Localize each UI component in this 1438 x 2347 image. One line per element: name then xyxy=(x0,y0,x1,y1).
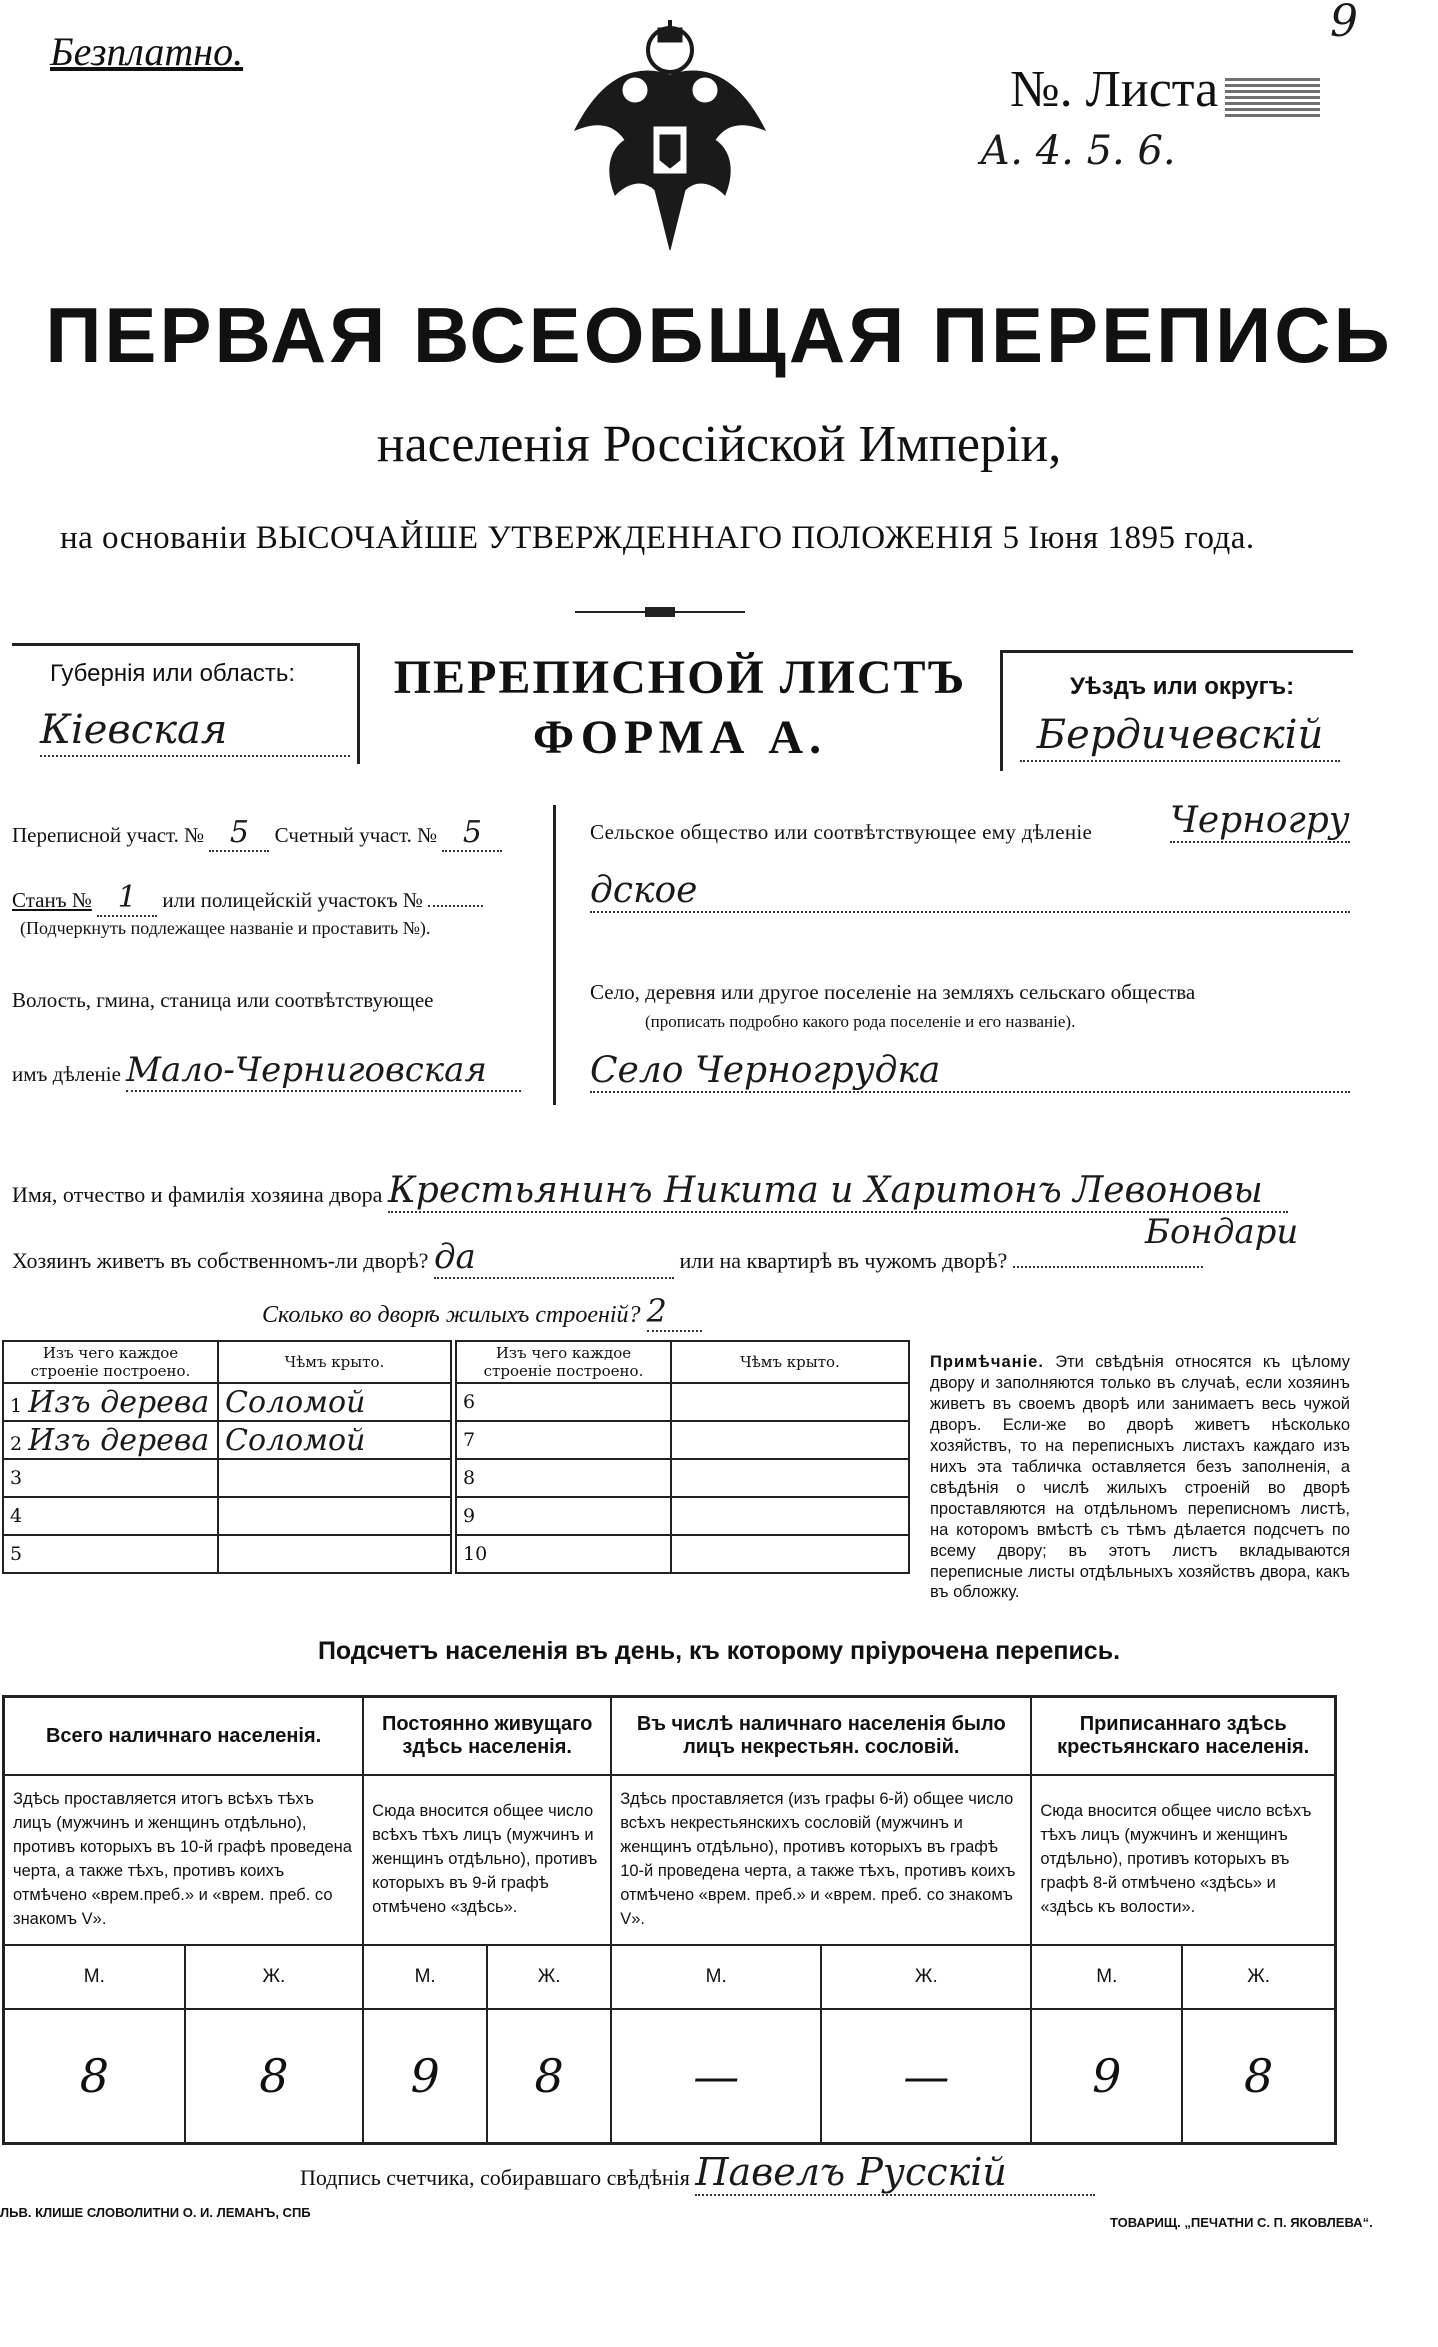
village-label: Село, деревня или другое поселеніе на земляхъ сельскаго общества xyxy=(590,980,1196,1004)
pop-col2-m-value: 9 xyxy=(363,2009,487,2144)
census-section-label: Переписной участ. № xyxy=(12,823,205,847)
material-cell: Изъ дерева xyxy=(28,1384,210,1420)
pop-col4-desc: Сюда вносится общее число всѣхъ тѣхъ лицъ (мужчинъ и женщинъ отдѣльно), противъ которыхъ въ графѣ 8-й отмѣчено «здѣсь» и «здѣсь къ волости». xyxy=(1031,1775,1335,1945)
police-label: или полицейскій участокъ № xyxy=(162,888,423,912)
pop-col2-head: Постоянно живущаго здѣсь населенія. xyxy=(363,1697,611,1776)
buildings-table-left xyxy=(2,1340,452,1574)
population-table xyxy=(2,1695,1337,2145)
census-section-value: 5 xyxy=(209,815,269,852)
signature-line xyxy=(300,2150,1095,2196)
district-value: Бердичевскій xyxy=(1020,710,1340,762)
population-heading: Подсчетъ населенія въ день, къ которому пріурочена перепись. xyxy=(317,1637,1121,1665)
district-label: Уѣздъ или округъ: xyxy=(1070,673,1295,700)
pop-col3-desc: Здѣсь проставляется (изъ графы 6-й) общее число всѣхъ некрестьянскихъ сословій (мужчинъ и женщинъ отдѣльно), противъ которыхъ въ графѣ 10-й проведена черта, а также тѣхъ, противъ коихъ отмѣчено «врем. преб.» и «врем. преб. со знакомъ V». xyxy=(611,1775,1031,1945)
row-number: 6 xyxy=(463,1391,476,1413)
pop-col1-m-value: 8 xyxy=(4,2009,185,2144)
pop-col4-f-label: Ж. xyxy=(1182,1945,1335,2009)
count-section-value: 5 xyxy=(442,815,502,852)
pop-col3-m-label: М. xyxy=(611,1945,821,2009)
buildings-label: Сколько во дворѣ жилыхъ строеній? xyxy=(262,1302,641,1328)
volost-label: Волость, гмина, станица или соотвѣтствующее xyxy=(12,988,434,1012)
roof-cell xyxy=(671,1383,909,1421)
footer-left: ЛЬВ. КЛИШЕ СЛОВОЛИТНИ О. И. ЛЕМАНЪ, СПБ xyxy=(0,2205,311,2220)
legal-basis: на основаніи ВЫСОЧАЙШЕ УТВЕРЖДЕННАГО ПОЛОЖЕНІЯ 5 Іюня 1895 года. xyxy=(60,520,1255,556)
corner-page-number: 9 xyxy=(1330,0,1358,47)
roof-cell: Соломой xyxy=(218,1421,451,1459)
pop-col4-head: Приписаннаго здѣсь крестьянскаго населенія. xyxy=(1031,1697,1335,1776)
buildings-value: 2 xyxy=(647,1292,702,1332)
owner-name-label: Имя, отчество и фамилія хозяина двора xyxy=(12,1182,383,1207)
hint-text: (Подчеркнуть подлежащее названіе и проставить №). xyxy=(20,918,431,938)
volost-label-2: имъ дѣленіе xyxy=(12,1062,121,1086)
volost-value: Мало-Черниговская xyxy=(126,1050,521,1092)
row-number: 5 xyxy=(10,1543,23,1565)
pop-col2-m-label: М. xyxy=(363,1945,487,2009)
society-label: Сельское общество или соотвѣтствующее ему дѣленіе xyxy=(590,820,1093,844)
note-title: Примѣчаніе. xyxy=(930,1353,1044,1371)
table-row xyxy=(456,1535,909,1573)
province-label: Губернія или область: xyxy=(50,660,296,687)
table-row xyxy=(456,1497,909,1535)
pop-col2-f-value: 8 xyxy=(487,2009,611,2144)
free-label: Безплатно. xyxy=(50,29,244,74)
fields-divider xyxy=(553,805,556,1105)
pop-col1-m-label: М. xyxy=(4,1945,185,2009)
imperial-eagle-emblem xyxy=(555,20,785,270)
roof-cell xyxy=(218,1535,451,1573)
pop-col3-f-label: Ж. xyxy=(821,1945,1031,2009)
rent-value xyxy=(1013,1266,1203,1268)
col-roof-header: Чѣмъ крыто. xyxy=(218,1341,451,1383)
sheet-number-label: №. Листа xyxy=(1010,61,1219,118)
roof-cell xyxy=(671,1421,909,1459)
pop-col2-f-label: Ж. xyxy=(487,1945,611,2009)
pop-col4-m-label: М. xyxy=(1031,1945,1182,2009)
buildings-table-right xyxy=(455,1340,910,1574)
signature-value: Павелъ Русскій xyxy=(695,2150,1095,2196)
form-title: ПЕРЕПИСНОЙ ЛИСТЪ xyxy=(393,651,967,704)
roof-cell xyxy=(218,1459,451,1497)
society-value-1: Черногру xyxy=(1170,800,1350,841)
rent-label: или на квартирѣ въ чужомъ дворѣ? xyxy=(679,1248,1008,1273)
table-row xyxy=(3,1497,451,1535)
col-material-header-2: Изъ чего каждое строеніе построено. xyxy=(456,1341,671,1383)
roof-cell xyxy=(671,1535,909,1573)
signature-label: Подпись счетчика, собиравшаго свѣдѣнія xyxy=(300,2165,690,2190)
count-section-label: Счетный участ. № xyxy=(274,823,438,847)
roof-cell: Соломой xyxy=(218,1383,451,1421)
row-number: 8 xyxy=(463,1467,476,1489)
society-value-2: дское xyxy=(590,870,1350,913)
village-hint: (прописать подробно какого рода поселеніе и его названіе). xyxy=(645,1012,1076,1031)
row-number: 3 xyxy=(10,1467,23,1489)
volost-line xyxy=(12,1050,521,1092)
own-yard-label: Хозяинъ живетъ въ собственномъ-ли дворѣ? xyxy=(12,1248,429,1273)
roof-cell xyxy=(218,1497,451,1535)
col-material-header: Изъ чего каждое строеніе построено. xyxy=(3,1341,218,1383)
stan-label: Станъ № xyxy=(12,888,92,912)
owner-name-value: Крестьянинъ Никита и Харитонъ Левоновы xyxy=(388,1170,1288,1213)
row-number: 4 xyxy=(10,1505,23,1527)
table-row xyxy=(3,1535,451,1573)
material-cell: Изъ дерева xyxy=(28,1422,210,1458)
table-row xyxy=(456,1459,909,1497)
note-block xyxy=(930,1352,1350,1603)
pop-col1-head: Всего наличнаго населенія. xyxy=(4,1697,364,1776)
table-row xyxy=(456,1383,909,1421)
table-row xyxy=(3,1459,451,1497)
col-roof-header-2: Чѣмъ крыто. xyxy=(671,1341,909,1383)
stan-line xyxy=(12,880,483,917)
row-number: 9 xyxy=(463,1505,476,1527)
ornament-divider xyxy=(575,604,745,618)
pop-col1-desc: Здѣсь проставляется итогъ всѣхъ тѣхъ лицъ (мужчинъ и женщинъ отдѣльно), противъ которыхъ въ 10-й графѣ проведена черта, а также тѣхъ, противъ коихъ отмѣчено «врем.преб.» и «врем. преб. со знакомъ V». xyxy=(4,1775,364,1945)
note-text: Эти свѣдѣнія относятся къ цѣлому двору и заполняются только въ случаѣ, если хозяинъ живетъ въ своемъ дворѣ или занимаетъ весь чужой дворъ. Если-же во дворѣ живетъ нѣсколько хозяйствъ, то на переписныхъ листахъ каждаго изъ нихъ эта табличка оставляется безъ заполненія, а свѣдѣнія о числѣ жилыхъ строеній во дворѣ проставляются на отдѣльномъ переписномъ листѣ, на которомъ вмѣстѣ съ тѣмъ дѣлается подсчетъ по всему двору; въ этотъ листъ вкладываются переписные листы отдѣльныхъ хозяйствъ двора, какъ въ обложку. xyxy=(930,1353,1350,1602)
own-yard-value: да xyxy=(434,1237,674,1279)
police-value xyxy=(428,905,483,907)
owner-name-extra: Бондари xyxy=(1145,1212,1299,1252)
stan-value: 1 xyxy=(97,880,157,917)
village-value: Село Черногрудка xyxy=(590,1050,1350,1093)
table-row xyxy=(3,1421,451,1459)
footer-right: ТОВАРИЩ. „ПЕЧАТНИ С. П. ЯКОВЛЕВА“. xyxy=(1110,2215,1373,2230)
roof-cell xyxy=(671,1459,909,1497)
page-title: ПЕРВАЯ ВСЕОБЩАЯ ПЕРЕПИСЬ xyxy=(45,291,1393,379)
roof-cell xyxy=(671,1497,909,1535)
row-number: 2 xyxy=(10,1432,23,1455)
census-section xyxy=(12,815,502,852)
own-yard-line xyxy=(12,1237,1203,1279)
pop-col4-f-value: 8 xyxy=(1182,2009,1335,2144)
pop-col1-f-label: Ж. xyxy=(185,1945,364,2009)
sheet-number-stamp xyxy=(1225,75,1320,117)
row-number: 1 xyxy=(10,1394,23,1417)
pop-col1-f-value: 8 xyxy=(185,2009,364,2144)
sheet-number-value: А. 4. 5. 6. xyxy=(980,128,1176,174)
page-subtitle: населенія Россійской Имперіи, xyxy=(376,416,1062,473)
pop-col3-f-value: — xyxy=(821,2009,1031,2144)
form-subtitle: ФОРМА А. xyxy=(532,711,828,764)
table-row xyxy=(3,1383,451,1421)
pop-col4-m-value: 9 xyxy=(1031,2009,1182,2144)
province-value: Кіевская xyxy=(40,705,350,757)
owner-name-line xyxy=(12,1170,1288,1213)
pop-col3-m-value: — xyxy=(611,2009,821,2144)
pop-col3-head: Въ числѣ наличнаго населенія было лицъ некрестьян. сословій. xyxy=(611,1697,1031,1776)
buildings-line xyxy=(262,1292,702,1332)
pop-col2-desc: Сюда вносится общее число всѣхъ тѣхъ лицъ (мужчинъ и женщинъ отдѣльно), противъ которыхъ въ 9-й графѣ отмѣчено «здѣсь». xyxy=(363,1775,611,1945)
row-number: 7 xyxy=(463,1429,476,1451)
row-number: 10 xyxy=(463,1543,488,1565)
table-row xyxy=(456,1421,909,1459)
